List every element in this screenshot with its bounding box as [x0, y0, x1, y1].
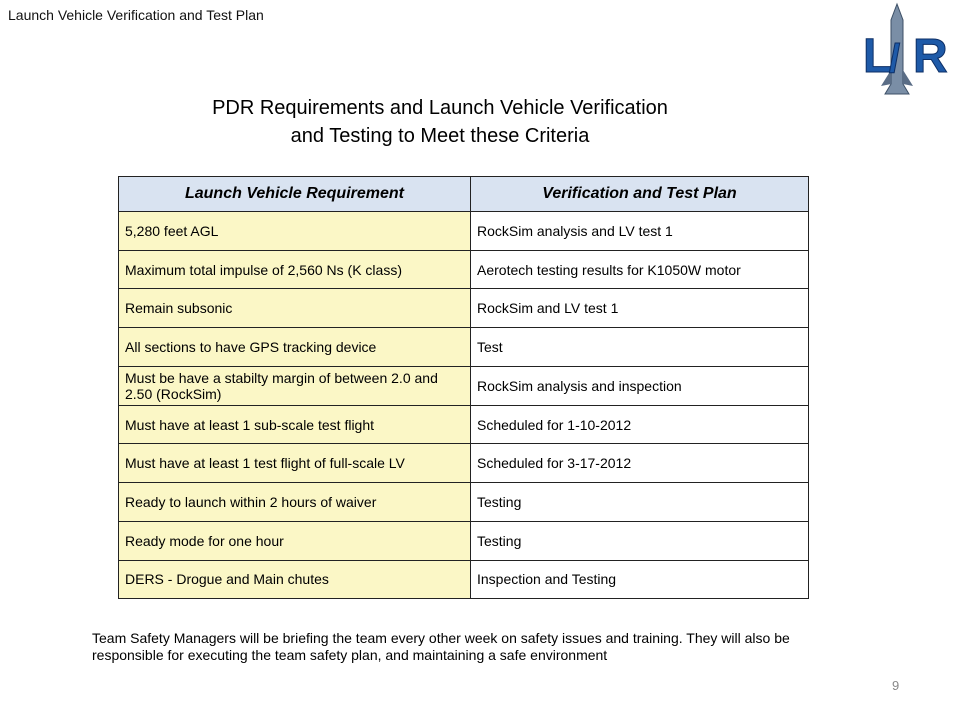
requirement-cell: Must be have a stabilty margin of between 2.0 and 2.50 (RockSim) — [119, 366, 471, 405]
requirement-cell: DERS - Drogue and Main chutes — [119, 560, 471, 599]
table-row — [119, 405, 809, 444]
column-header-requirement: Launch Vehicle Requirement — [119, 177, 471, 212]
table-row — [119, 483, 809, 522]
lvr-logo — [859, 0, 960, 96]
page-number: 9 — [892, 678, 900, 693]
table-row — [119, 289, 809, 328]
table-row — [119, 444, 809, 483]
plan-cell: Testing — [471, 521, 809, 560]
slide-header-label: Launch Vehicle Verification and Test Plan — [8, 7, 264, 23]
title-line-2: and Testing to Meet these Criteria — [290, 125, 590, 147]
plan-cell: RockSim analysis and inspection — [471, 366, 809, 405]
title-line-1: PDR Requirements and Launch Vehicle Verification — [212, 97, 668, 119]
safety-footnote: Team Safety Managers will be briefing the team every other week on safety issues and training. They will also be responsible for executing the team safety plan, and maintaining a safe environment — [92, 630, 790, 663]
table-row — [119, 328, 809, 367]
table-row — [119, 366, 809, 405]
table-row — [119, 521, 809, 560]
requirement-cell: Must have at least 1 test flight of full-scale LV — [119, 444, 471, 483]
requirement-cell: Ready mode for one hour — [119, 521, 471, 560]
slide-title — [150, 94, 730, 150]
requirement-cell: All sections to have GPS tracking device — [119, 328, 471, 367]
plan-cell: Scheduled for 3-17-2012 — [471, 444, 809, 483]
plan-cell: Test — [471, 328, 809, 367]
table-header-row — [119, 177, 809, 212]
table-row — [119, 560, 809, 599]
requirements-table — [118, 176, 809, 599]
requirement-cell: Maximum total impulse of 2,560 Ns (K class) — [119, 250, 471, 289]
svg-text:R: R — [913, 30, 948, 83]
table-row — [119, 212, 809, 251]
requirement-cell: Must have at least 1 sub-scale test flight — [119, 405, 471, 444]
plan-cell: RockSim and LV test 1 — [471, 289, 809, 328]
plan-cell: Aerotech testing results for K1050W motor — [471, 250, 809, 289]
requirement-cell: Ready to launch within 2 hours of waiver — [119, 483, 471, 522]
svg-text:L: L — [863, 30, 893, 83]
svg-text:/: / — [889, 37, 901, 81]
table-row — [119, 250, 809, 289]
column-header-plan: Verification and Test Plan — [471, 177, 809, 212]
plan-cell: RockSim analysis and LV test 1 — [471, 212, 809, 251]
plan-cell: Testing — [471, 483, 809, 522]
plan-cell: Inspection and Testing — [471, 560, 809, 599]
plan-cell: Scheduled for 1-10-2012 — [471, 405, 809, 444]
requirement-cell: Remain subsonic — [119, 289, 471, 328]
requirement-cell: 5,280 feet AGL — [119, 212, 471, 251]
